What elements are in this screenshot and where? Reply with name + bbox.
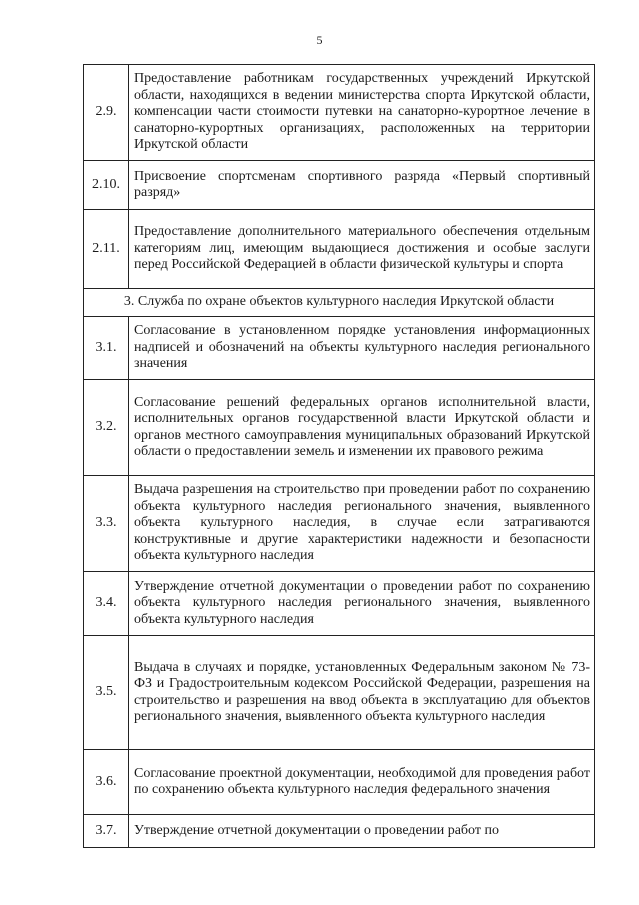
row-text: Предоставление дополнительного материального обеспечения отдельным категориям лиц, имеющим выдающиеся достижения и особые заслуги перед Российской Федерацией в области физической культуры и спорта <box>129 210 595 289</box>
row-text: Присвоение спортсменам спортивного разряда «Первый спортивный разряд» <box>129 161 595 210</box>
table-row <box>84 815 595 848</box>
page-number: 5 <box>316 33 323 47</box>
row-text: Утверждение отчетной документации о проведении работ по <box>129 815 595 848</box>
row-text: Согласование решений федеральных органов исполнительной власти, исполнительных органов государственной власти Иркутской области и органов местного самоуправления муниципальных образований Иркутской области о предоставлении земель и изменении их правового режима <box>129 380 595 476</box>
row-text: Выдача разрешения на строительство при проведении работ по сохранению объекта культурного наследия регионального значения, выявленного объекта культурного наследия, в случае если затрагиваются конструктивные и другие характеристики надежности и безопасности объекта культурного наследия <box>129 476 595 572</box>
table-row <box>84 476 595 572</box>
row-number: 3.1. <box>84 317 129 380</box>
table-row <box>84 210 595 289</box>
table-row <box>84 380 595 476</box>
table-row <box>84 161 595 210</box>
row-number: 3.5. <box>84 636 129 750</box>
table-row <box>84 636 595 750</box>
row-number: 3.7. <box>84 815 129 848</box>
row-text: Предоставление работникам государственных учреждений Иркутской области, находящихся в ведении министерства спорта Иркутской области, компенсации части стоимости путевки на санаторно-курортное лечение в санаторно-курортных организациях, расположенных на территории Иркутской области <box>129 65 595 161</box>
row-text: Выдача в случаях и порядке, установленных Федеральным законом № 73-ФЗ и Градостроительным кодексом Российской Федерации, разрешения на строительство и разрешения на ввод объекта в эксплуатацию для объектов регионального значения, выявленного объекта культурного наследия <box>129 636 595 750</box>
row-number: 2.9. <box>84 65 129 161</box>
table-row <box>84 65 595 161</box>
row-number: 2.11. <box>84 210 129 289</box>
row-text: Согласование проектной документации, необходимой для проведения работ по сохранению объекта культурного наследия федерального значения <box>129 750 595 815</box>
table-row <box>84 317 595 380</box>
row-number: 3.6. <box>84 750 129 815</box>
row-number: 3.3. <box>84 476 129 572</box>
table-row <box>84 572 595 636</box>
table-row <box>84 750 595 815</box>
section-heading: 3. Служба по охране объектов культурного наследия Иркутской области <box>84 289 595 317</box>
row-number: 2.10. <box>84 161 129 210</box>
row-number: 3.2. <box>84 380 129 476</box>
services-table <box>83 64 595 848</box>
row-text: Утверждение отчетной документации о проведении работ по сохранению объекта культурного наследия регионального значения, выявленного объекта культурного наследия <box>129 572 595 636</box>
row-number: 3.4. <box>84 572 129 636</box>
section-heading-row <box>84 289 595 317</box>
row-text: Согласование в установленном порядке установления информационных надписей и обозначений на объекты культурного наследия регионального значения <box>129 317 595 380</box>
